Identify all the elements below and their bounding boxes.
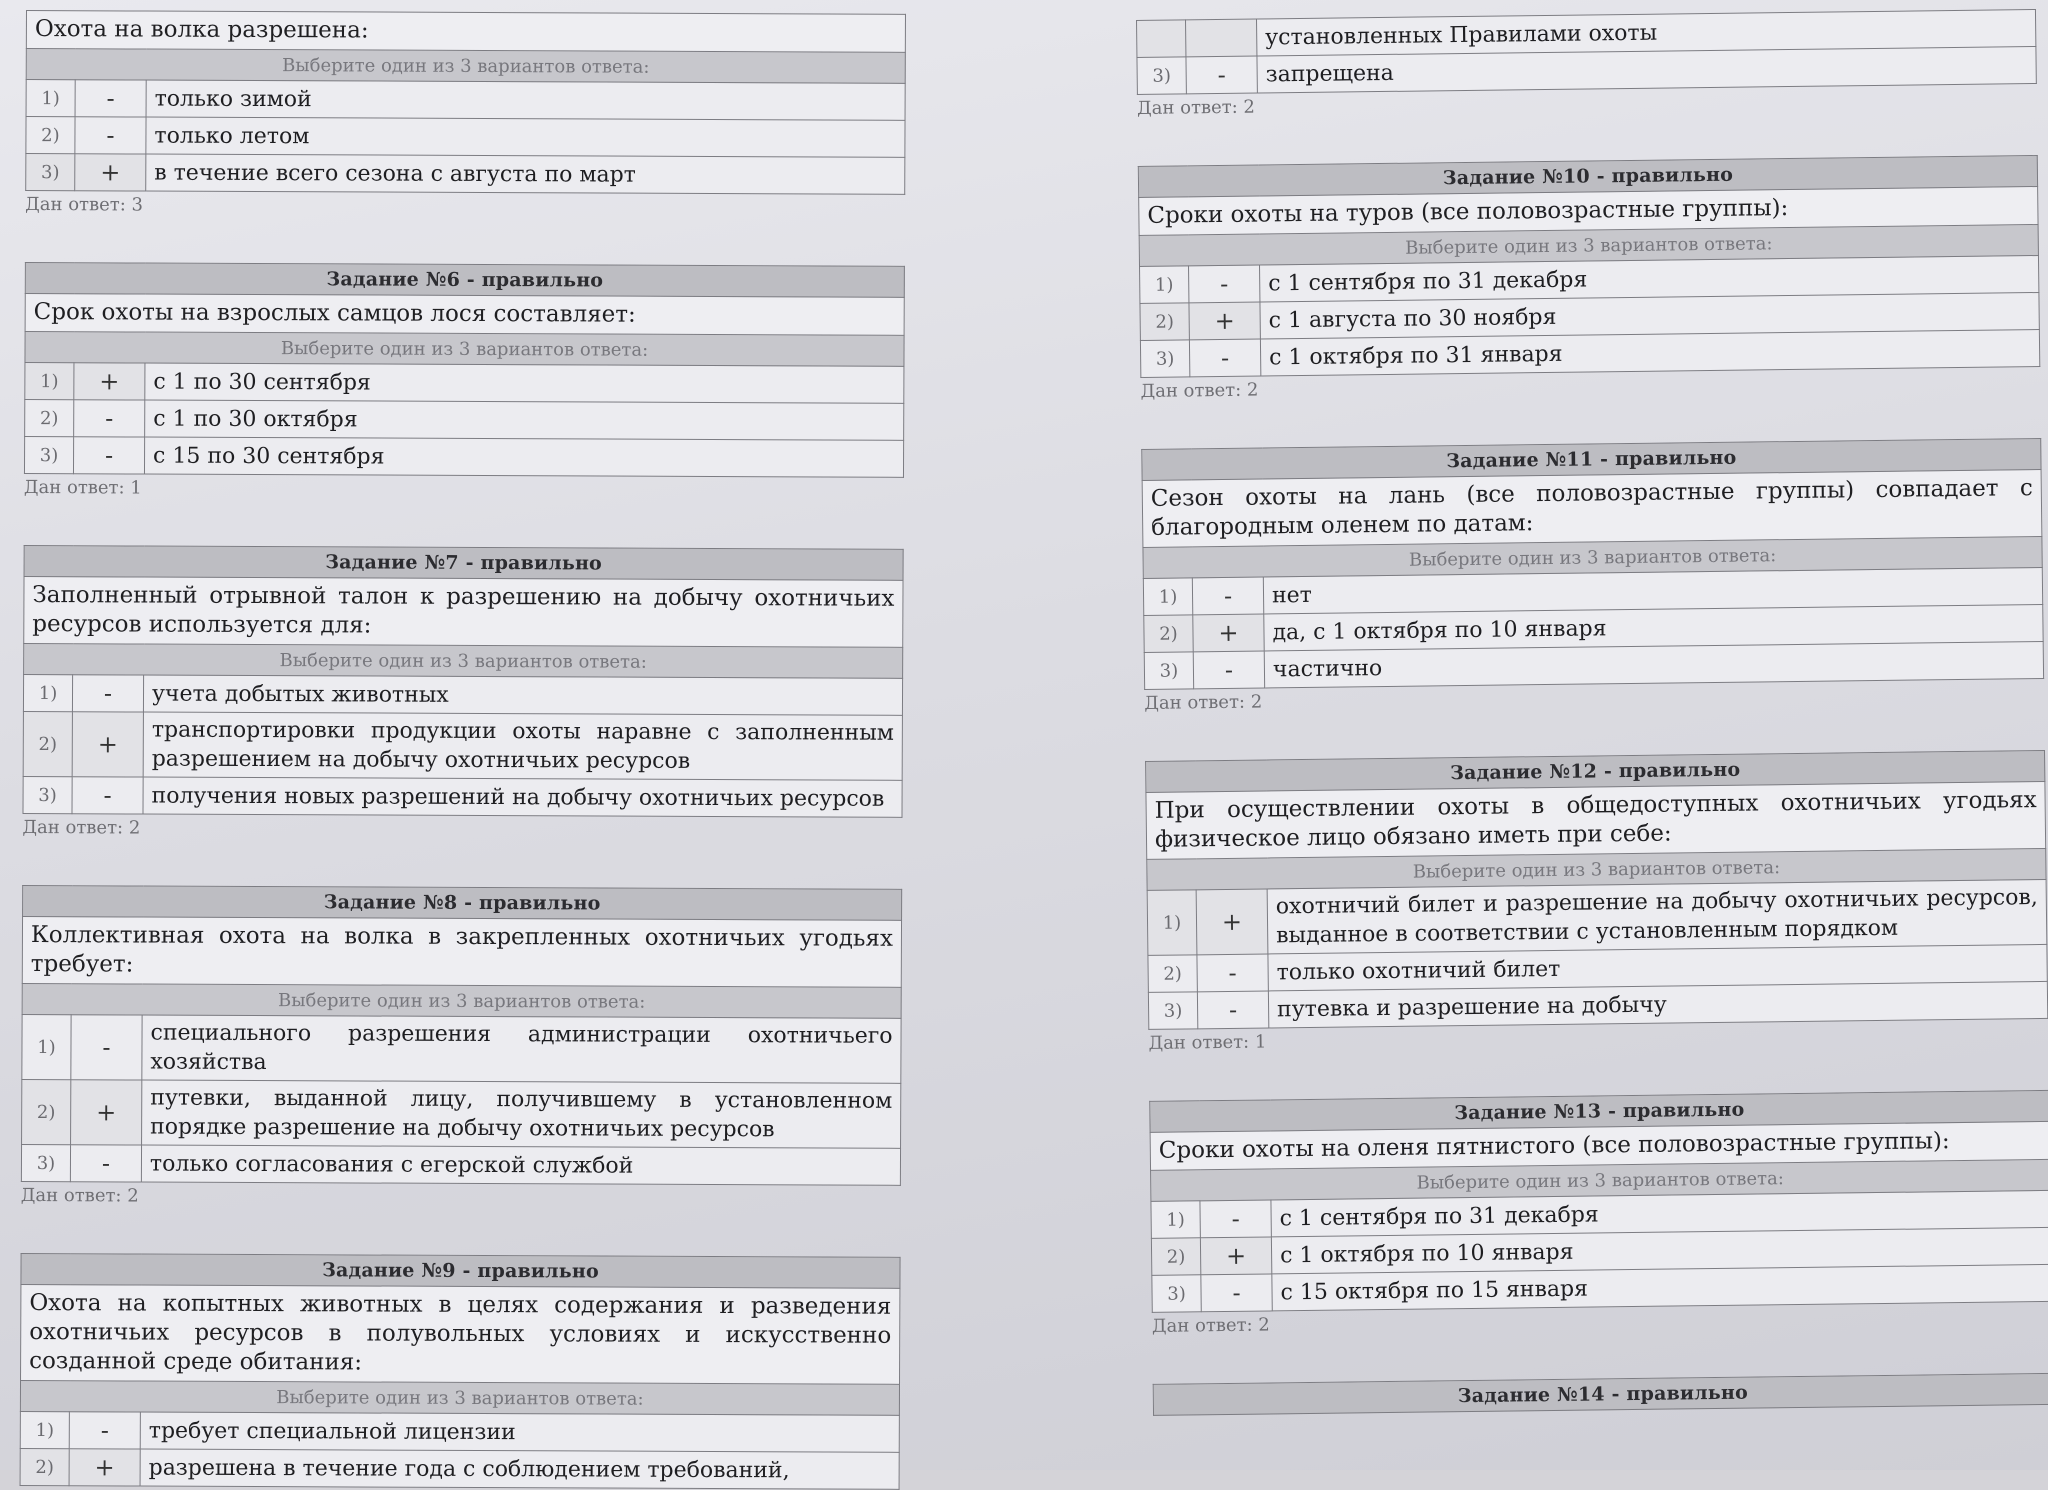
option-number: 2)	[26, 117, 75, 154]
task-11-table	[1141, 438, 2044, 690]
given-answer: Дан ответ: 3	[25, 193, 144, 216]
option-mark: -	[72, 675, 143, 712]
option-mark: -	[1189, 339, 1260, 377]
option-mark: -	[1201, 1274, 1272, 1312]
given-answer: Дан ответ: 2	[1136, 96, 1256, 119]
option-row	[20, 1411, 899, 1452]
task-header: Задание №8 - правильно	[23, 885, 902, 920]
option-text: запрещена	[1257, 47, 2036, 94]
question-text: При осуществлении охоты в общедоступных охотничьих угодьях физическое лицо обязано иметь при себе:	[1146, 781, 2046, 859]
task-5	[25, 10, 906, 238]
question-text: Заполненный отрывной талон к разрешению на добычу охотничьих ресурсов используется для:	[24, 576, 903, 647]
given-answer: Дан ответ: 2	[1151, 1314, 1270, 1337]
option-text: с 1 по 30 октября	[145, 400, 904, 440]
choose-instruction: Выберите один из 3 вариантов ответа:	[24, 643, 903, 678]
option-mark: +	[1193, 614, 1264, 652]
option-mark: -	[1197, 954, 1268, 992]
option-number: 1)	[1140, 266, 1189, 304]
choose-instruction: Выберите один из 3 вариантов ответа:	[1147, 848, 2046, 890]
choose-instruction: Выберите один из 3 вариантов ответа:	[1143, 536, 2042, 578]
option-text: только зимой	[146, 80, 905, 120]
task-7-table	[22, 545, 903, 818]
option-text: специального разрешения администрации охотничьего хозяйства	[142, 1015, 901, 1083]
option-text: с 1 августа по 30 ноября	[1260, 292, 2039, 339]
task-9	[20, 1253, 901, 1490]
option-text: путевка и разрешение на добычу	[1268, 981, 2047, 1028]
option-text: с 1 сентября по 31 декабря	[1271, 1190, 2048, 1237]
option-number: 1)	[1147, 890, 1197, 956]
question-text: Охота на волка разрешена:	[26, 11, 905, 53]
option-text: частично	[1264, 641, 2043, 688]
task-header: Задание №6 - правильно	[25, 262, 904, 297]
option-mark: -	[72, 777, 143, 814]
option-text: с 15 по 30 сентября	[144, 437, 903, 477]
option-text: получения новых разрешений на добычу охотничьих ресурсов	[143, 777, 902, 817]
option-number: 1)	[20, 1411, 69, 1448]
option-row	[25, 399, 904, 440]
choose-instruction: Выберите один из 3 вариантов ответа:	[26, 49, 905, 84]
option-mark: +	[1189, 302, 1260, 340]
option-row	[26, 154, 905, 195]
option-row	[20, 1448, 899, 1489]
option-mark: -	[69, 1412, 140, 1449]
task-7	[22, 545, 903, 861]
option-number: 3)	[1144, 652, 1193, 690]
option-mark: -	[73, 437, 144, 474]
option-text: путевки, выданной лицу, получившему в установленном порядке разрешение на добычу охотничьих ресурсов	[142, 1080, 901, 1148]
option-mark: -	[74, 400, 145, 437]
option-mark: +	[1196, 889, 1268, 955]
question-text: Сезон охоты на лань (все половозрастные группы) совпадает с благородным оленем по датам:	[1142, 469, 2042, 547]
option-text: учета добытых животных	[143, 675, 902, 715]
task-8-table	[21, 885, 902, 1186]
option-mark: +	[72, 712, 143, 777]
option-number: 3)	[26, 154, 75, 191]
option-number: 3)	[1148, 992, 1197, 1030]
option-number: 3)	[23, 776, 72, 813]
option-row	[22, 1079, 901, 1148]
option-row	[26, 80, 905, 121]
option-mark: +	[69, 1449, 140, 1486]
choose-instruction: Выберите один из 3 вариантов ответа:	[25, 331, 904, 366]
question-text: Охота на копытных животных в целях содержания и разведения охотничьих ресурсов в полувольных условиях и искусственно созданной среде обитания:	[21, 1284, 900, 1384]
task-header: Задание №9 - правильно	[21, 1253, 900, 1288]
task-5-table	[25, 10, 906, 195]
choose-instruction: Выберите один из 3 вариантов ответа:	[22, 983, 901, 1018]
option-text: разрешена в течение года с соблюдением требований,	[140, 1449, 899, 1489]
task-9-continued-table	[1136, 9, 2037, 95]
task-12	[1145, 750, 2048, 1073]
option-mark: -	[1200, 1200, 1271, 1238]
option-mark: -	[1197, 991, 1268, 1029]
option-mark: +	[1200, 1237, 1271, 1275]
option-mark: -	[70, 1145, 141, 1182]
option-number: 2)	[1144, 615, 1193, 653]
option-number: 3)	[1152, 1275, 1201, 1313]
task-header: Задание №11 - правильно	[1142, 438, 2041, 480]
option-text: с 1 сентября по 31 декабря	[1260, 255, 2039, 302]
option-mark: -	[1189, 265, 1260, 303]
option-mark: +	[74, 363, 145, 400]
task-13	[1149, 1090, 2048, 1356]
option-text: с 1 октября по 31 января	[1260, 329, 2039, 376]
given-answer: Дан ответ: 1	[23, 476, 142, 499]
option-number: 2)	[23, 711, 72, 776]
option-mark: -	[1192, 577, 1263, 615]
option-text: да, с 1 октября по 10 января	[1264, 604, 2043, 651]
given-answer: Дан ответ: 2	[22, 816, 141, 839]
option-number: 2)	[20, 1448, 69, 1485]
option-text: охотничий билет и разрешение на добычу охотничьих ресурсов, выданное в соответствии с установленным порядком	[1267, 879, 2047, 954]
option-row	[21, 1144, 900, 1185]
left-column	[20, 10, 906, 1490]
question-text: Сроки охоты на оленя пятнистого (все половозрастные группы):	[1150, 1121, 2048, 1170]
given-answer: Дан ответ: 2	[20, 1184, 139, 1207]
option-number: 2)	[1148, 955, 1197, 993]
option-text: только летом	[146, 117, 905, 157]
question-text: Сроки охоты на туров (все половозрастные группы):	[1139, 186, 2038, 235]
option-row	[23, 674, 902, 715]
task-9-continued	[1136, 9, 2037, 138]
task-9-table	[20, 1253, 901, 1490]
option-number: 3)	[1137, 57, 1186, 95]
choose-instruction: Выберите один из 3 вариантов ответа:	[20, 1380, 899, 1415]
option-row	[23, 776, 902, 817]
task-header: Задание №14 - правильно	[1153, 1373, 2048, 1415]
given-answer: Дан ответ: 1	[1148, 1031, 1267, 1054]
option-row	[24, 436, 903, 477]
option-text: в течение всего сезона с августа по март	[146, 154, 905, 194]
given-answer: Дан ответ: 2	[1140, 379, 1259, 402]
option-text: нет	[1263, 567, 2042, 614]
option-row	[22, 1014, 901, 1083]
task-header: Задание №7 - правильно	[24, 545, 903, 580]
option-number	[1137, 20, 1186, 58]
task-12-table	[1145, 750, 2048, 1030]
choose-instruction: Выберите один из 3 вариантов ответа:	[1151, 1159, 2048, 1201]
right-column	[1136, 9, 2048, 1416]
option-number: 3)	[21, 1144, 70, 1181]
option-mark: +	[75, 154, 146, 191]
task-6-table	[24, 262, 905, 478]
option-mark: -	[75, 117, 146, 154]
option-number: 1)	[1143, 578, 1192, 616]
option-number: 3)	[24, 436, 73, 473]
task-header: Задание №12 - правильно	[1146, 750, 2045, 792]
given-answer: Дан ответ: 2	[1144, 691, 1263, 714]
option-mark: -	[71, 1015, 142, 1080]
option-number: 1)	[22, 1014, 71, 1079]
option-row	[25, 362, 904, 403]
task-8	[21, 885, 902, 1229]
option-text: транспортировки продукции охоты наравне с заполненным разрешением на добычу охотничьих ресурсов	[143, 712, 902, 780]
option-text: только охотничий билет	[1268, 944, 2047, 991]
question-text: Срок охоты на взрослых самцов лося составляет:	[25, 293, 904, 335]
option-number: 1)	[23, 674, 72, 711]
question-text: Коллективная охота на волка в закрепленных охотничьих угодьях требует:	[22, 916, 901, 987]
option-number: 2)	[1151, 1238, 1200, 1276]
option-mark: -	[1193, 651, 1264, 689]
option-text: установленных Правилами охоты	[1256, 10, 2035, 57]
option-mark: -	[1186, 56, 1257, 94]
option-number: 2)	[25, 399, 74, 436]
option-number: 2)	[22, 1079, 71, 1144]
option-text: с 1 октября по 10 января	[1271, 1227, 2048, 1274]
task-10-table	[1138, 155, 2041, 378]
task-header: Задание №10 - правильно	[1138, 155, 2037, 197]
option-number: 1)	[26, 80, 75, 117]
option-text: требует специальной лицензии	[140, 1412, 899, 1452]
option-row	[1147, 879, 2047, 955]
option-text: только согласования с егерской службой	[141, 1145, 900, 1185]
option-number: 2)	[1140, 303, 1189, 341]
option-number: 1)	[25, 362, 74, 399]
task-header: Задание №13 - правильно	[1150, 1090, 2048, 1132]
option-number: 1)	[1151, 1201, 1200, 1239]
option-number: 3)	[1140, 340, 1189, 378]
choose-instruction: Выберите один из 3 вариантов ответа:	[1139, 224, 2038, 266]
option-text: с 15 октября по 15 января	[1272, 1264, 2048, 1311]
option-mark: +	[71, 1080, 142, 1145]
task-11	[1141, 438, 2044, 733]
task-10	[1138, 155, 2041, 421]
option-row	[26, 117, 905, 158]
option-row	[23, 711, 902, 780]
option-mark: -	[75, 80, 146, 117]
option-text: с 1 по 30 сентября	[145, 363, 904, 403]
option-mark	[1186, 19, 1257, 57]
task-6	[24, 262, 905, 521]
task-13-table	[1149, 1090, 2048, 1313]
